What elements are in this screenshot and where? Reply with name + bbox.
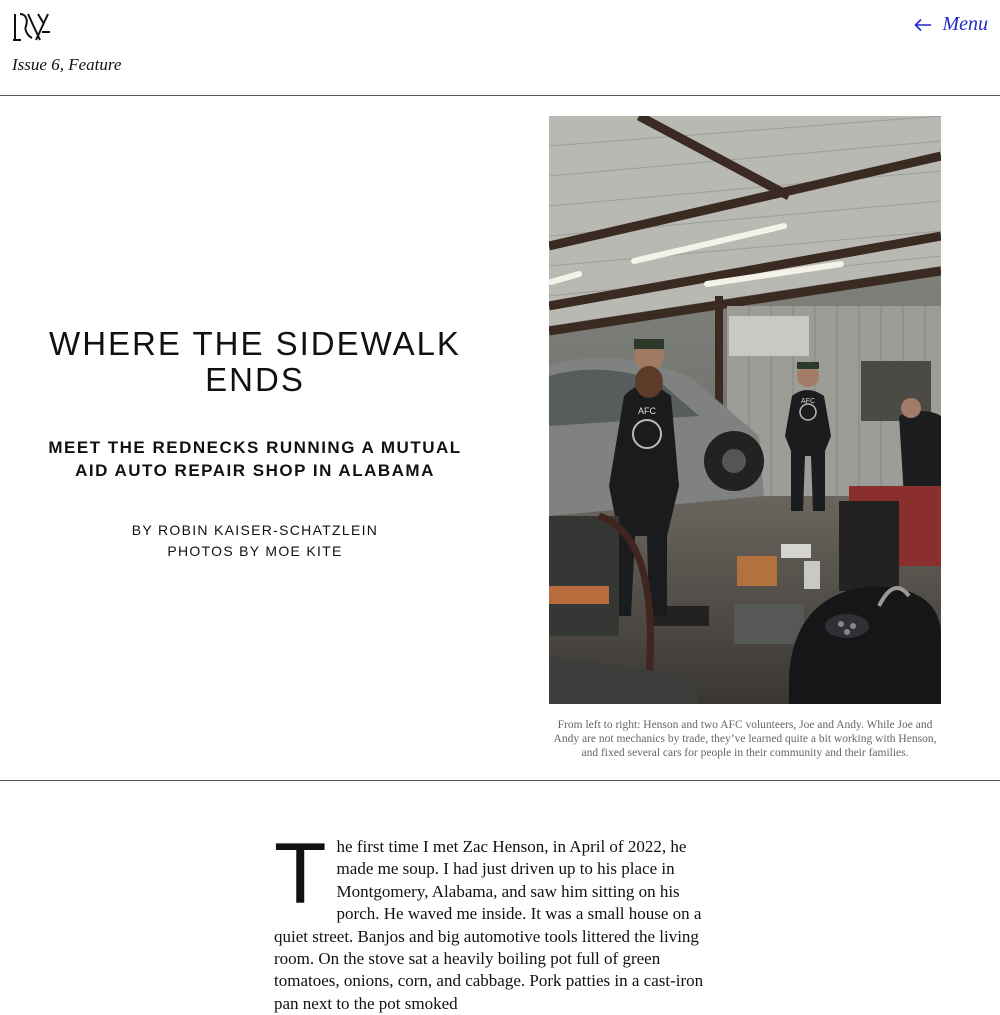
menu-label: Menu: [942, 13, 988, 35]
article-title: WHERE THE SIDEWALK ENDS: [49, 325, 461, 398]
photo-credit: PHOTOS BY MOE KITE: [167, 543, 343, 559]
photo-caption: From left to right: Henson and two AFC volunteers, Joe and Andy. While Joe and Andy are not mechanics by trade, they’ve learned quite a bit working with Henson, and fixed several cars for people in their community and their families.: [553, 719, 937, 759]
article-hero: [0, 96, 1000, 781]
article-body: [274, 826, 726, 1015]
shirt-text-left: AFC: [638, 406, 656, 416]
shirt-text-right: AFC: [801, 398, 815, 405]
body-paragraph: he first time I met Zac Henson, in April of 2022, he made me soup. I had just driven up to his place in Montgomery, Alabama, and saw him sitting on his porch. He waved me inside. It was a small house on a quiet street. Banjos and big automotive tools littered the living room. On the stove sat a heavily boiling pot full of green tomatoes, onions, corn, and cabbage. Pork patties in a cast-iron pan next to the pot smoked: [274, 837, 704, 1013]
site-header: [0, 0, 1000, 96]
publication-logo[interactable]: [12, 10, 52, 44]
author-credit: BY ROBIN KAISER-SCHATZLEIN: [131, 522, 379, 538]
menu-button[interactable]: [914, 13, 988, 36]
article-subtitle: MEET THE REDNECKS RUNNING A MUTUAL AID AUTO REPAIR SHOP IN ALABAMA: [48, 438, 462, 480]
arrow-left-icon: [914, 18, 932, 32]
garage-photo: [549, 116, 941, 704]
byline: [40, 520, 470, 562]
issue-label: Issue 6, Feature: [12, 55, 122, 74]
article-headline-block: [40, 326, 470, 562]
drop-cap: T: [274, 826, 327, 922]
